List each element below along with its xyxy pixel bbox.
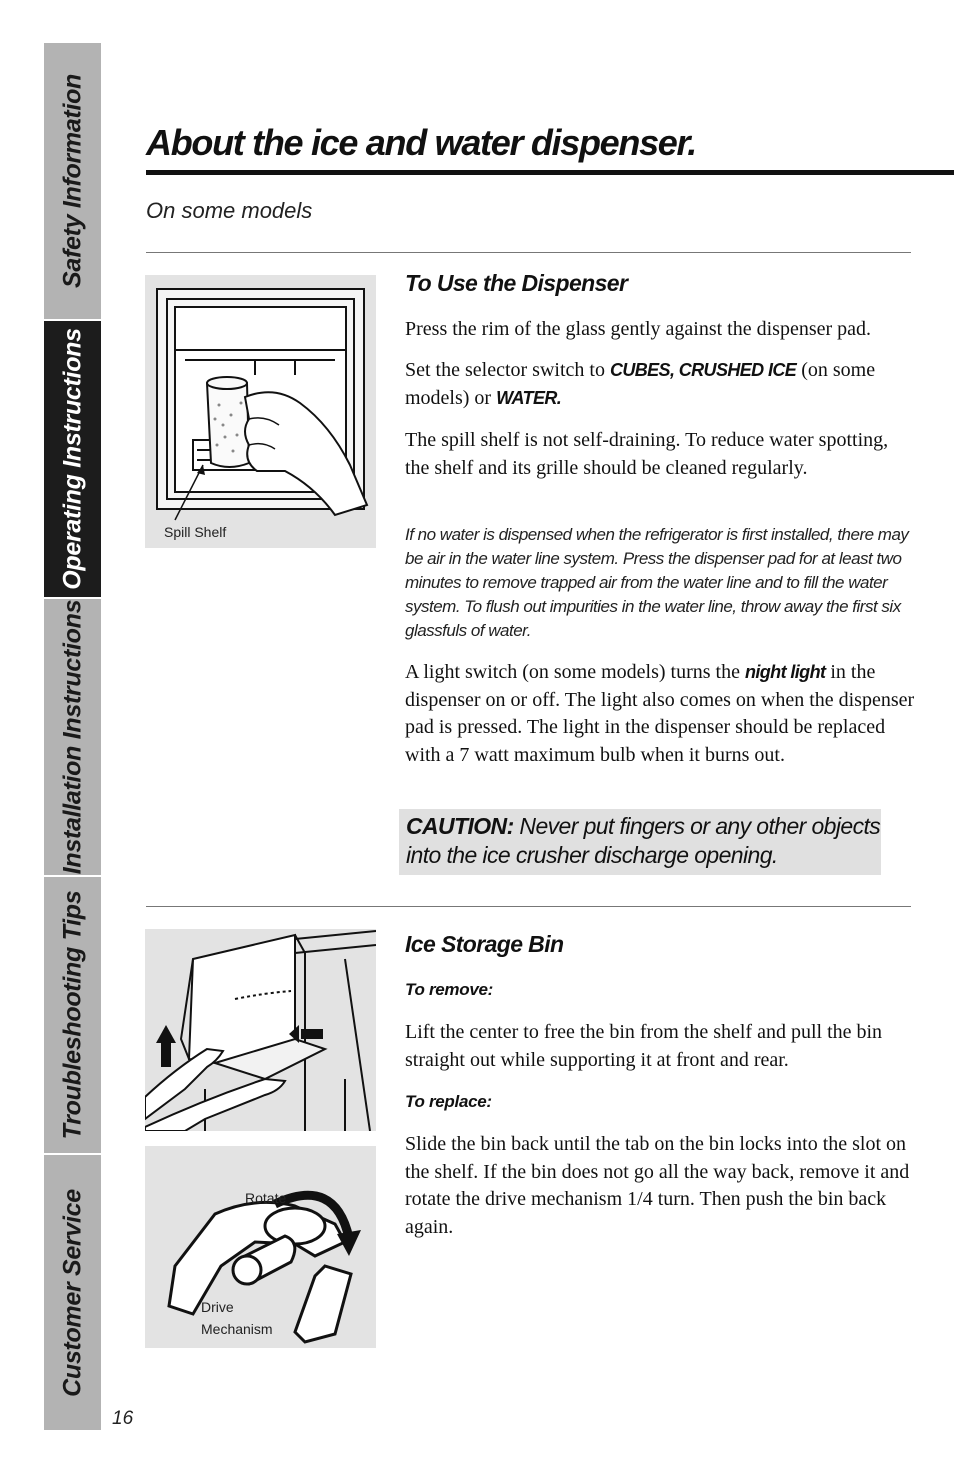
page-number: 16 — [112, 1408, 134, 1429]
night-light-label: night light — [744, 662, 826, 682]
dispenser-para-1: Press the rim of the glass gently against the dispenser pad. — [405, 318, 872, 340]
caution-label: CAUTION: — [406, 813, 514, 839]
dispenser-para-3: The spill shelf is not self-draining. To reduce water spotting, the shelf and its grille should be cleaned regularly. — [405, 429, 889, 479]
page-title: About the ice and water dispenser. — [146, 122, 696, 163]
to-remove-text: Lift the center to free the bin from the shelf and pull the bin straight out while supporting it at front and rear. — [405, 1021, 883, 1071]
dispenser-heading: To Use the Dispenser — [405, 270, 628, 296]
text-segment: A light switch (on some models) turns the — [405, 661, 745, 683]
cubes-crushed-ice-label: CUBES, CRUSHED ICE — [609, 360, 797, 380]
dispenser-drawing — [145, 275, 376, 548]
section-divider — [146, 906, 911, 907]
figure-label-spill-shelf: Spill Shelf — [164, 524, 227, 540]
section-divider — [146, 252, 911, 253]
ice-bin-removal-illustration — [145, 929, 376, 1131]
tab-label: Operating Instructions — [58, 328, 86, 590]
tab-troubleshooting-tips[interactable] — [44, 877, 101, 1153]
tab-label: Installation Instructions — [58, 599, 86, 875]
figure-label-mechanism: Mechanism — [201, 1321, 273, 1337]
tab-safety-information[interactable] — [44, 43, 101, 319]
text-segment: (on some models) or — [405, 359, 876, 409]
caution-message: Never put fingers or any other objects into the ice crusher discharge opening. — [406, 813, 881, 868]
text-segment: Set the selector switch to — [405, 359, 610, 381]
tab-installation-instructions[interactable] — [44, 599, 101, 875]
tab-label: Customer Service — [58, 1188, 86, 1397]
caution-box — [399, 809, 881, 875]
figure-label-drive: Drive — [201, 1299, 234, 1315]
side-tabs — [44, 43, 101, 1430]
to-replace-label: To replace: — [405, 1092, 492, 1111]
dispenser-para-2 — [405, 357, 915, 412]
caution-text — [406, 812, 886, 869]
to-remove-label: To remove: — [405, 980, 494, 999]
title-rule — [146, 170, 954, 175]
figure-label-rotate: Rotate — [245, 1190, 287, 1206]
subtitle: On some models — [146, 198, 313, 223]
dispenser-illustration — [145, 275, 376, 548]
drive-mechanism-illustration — [145, 1146, 376, 1348]
dispenser-note: If no water is dispensed when the refrigerator is first installed, there may be air in the water line system. Press the dispenser pad for at least two minutes to remove trapped air from the water line and to fill the water system. To flush out impurities in the water line, throw away the first six glassfuls of water. — [405, 525, 909, 640]
ice-bin-heading: Ice Storage Bin — [405, 931, 564, 957]
text-segment: in the dispenser on or off. The light also comes on when the dispenser pad is pressed. The light in the dispenser should be replaced with a 7 watt maximum bulb when it burns out. — [405, 661, 915, 766]
water-label: WATER. — [496, 387, 562, 408]
dispenser-para-4 — [405, 659, 915, 769]
tab-label: Safety Information — [58, 73, 86, 289]
to-replace-text: Slide the bin back until the tab on the bin locks into the slot on the shelf. If the bin does not go all the way back, remove it and rotate the drive mechanism 1/4 turn. Then push the bin back again. — [405, 1133, 910, 1238]
tab-operating-instructions[interactable] — [44, 321, 101, 597]
tab-customer-service[interactable] — [44, 1155, 101, 1430]
ice-bin-drawing — [145, 929, 376, 1131]
tab-label: Troubleshooting Tips — [58, 890, 86, 1140]
